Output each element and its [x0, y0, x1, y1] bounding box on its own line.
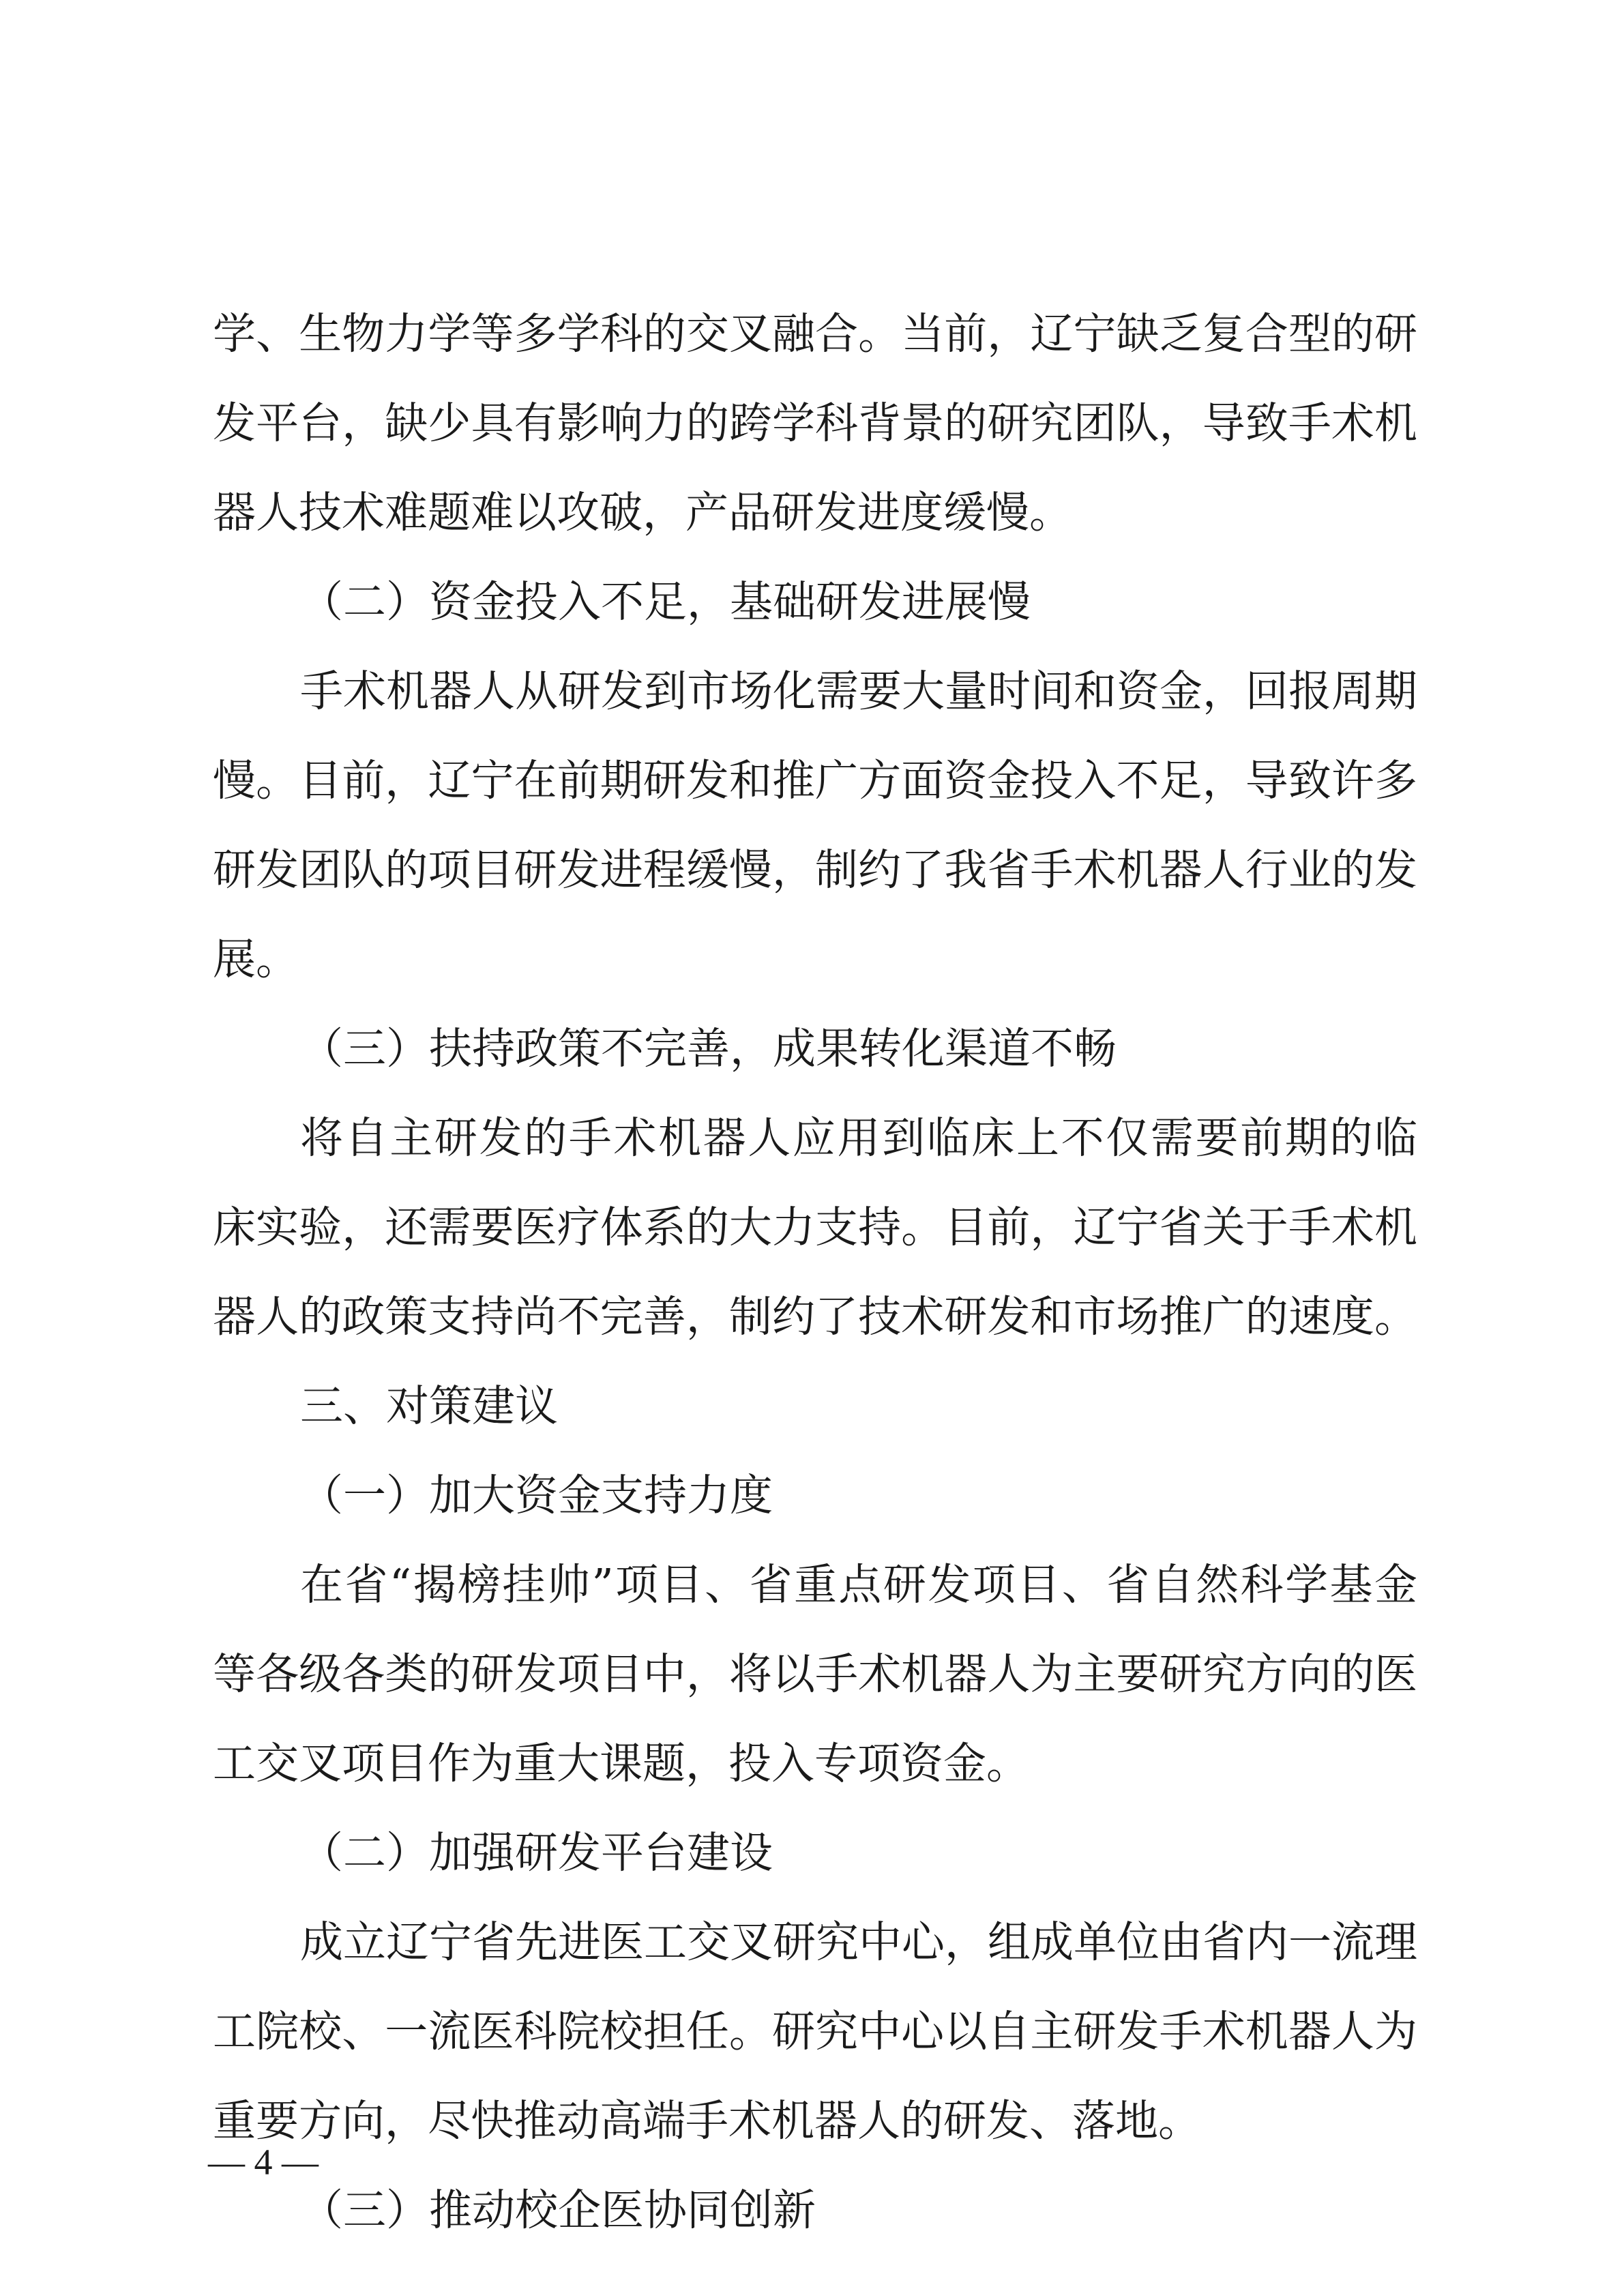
paragraph-line: 展。: [213, 934, 299, 984]
paragraph-line: 研发团队的项目研发进程缓慢，制约了我省手术机器人行业的发: [213, 845, 1417, 895]
paragraph-line: 在省“揭榜挂帅”项目、省重点研发项目、省自然科学基金: [300, 1560, 1417, 1610]
section-heading: 三、对策建议: [300, 1381, 558, 1431]
subheading: （二）加强研发平台建设: [300, 1828, 773, 1878]
paragraph-line: 等各级各类的研发项目中，将以手术机器人为主要研究方向的医: [213, 1649, 1417, 1699]
subheading: （二）资金投入不足，基础研发进展慢: [300, 577, 1031, 627]
paragraph-line: 工院校、一流医科院校担任。研究中心以自主研发手术机器人为: [213, 2007, 1417, 2056]
page-number: — 4 —: [208, 2142, 319, 2183]
paragraph-line: 重要方向，尽快推动高端手术机器人的研发、落地。: [213, 2096, 1201, 2146]
paragraph-line: 床实验，还需要医疗体系的大力支持。目前，辽宁省关于手术机: [213, 1202, 1417, 1252]
subheading: （三）扶持政策不完善，成果转化渠道不畅: [300, 1024, 1117, 1074]
paragraph-line: 器人的政策支持尚不完善，制约了技术研发和市场推广的速度。: [213, 1292, 1417, 1342]
paragraph-line: 慢。目前，辽宁在前期研发和推广方面资金投入不足，导致许多: [213, 756, 1417, 806]
paragraph-line: 手术机器人从研发到市场化需要大量时间和资金，回报周期: [300, 666, 1417, 716]
subheading: （三）推动校企医协同创新: [300, 2185, 816, 2235]
paragraph-line: 成立辽宁省先进医工交叉研究中心，组成单位由省内一流理: [300, 1917, 1417, 1967]
paragraph-line: 器人技术难题难以攻破，产品研发进度缓慢。: [213, 488, 1072, 537]
subheading: （一）加大资金支持力度: [300, 1471, 773, 1520]
paragraph-line: 发平台，缺少具有影响力的跨学科背景的研究团队，导致手术机: [213, 398, 1417, 448]
paragraph-line: 将自主研发的手术机器人应用到临床上不仅需要前期的临: [300, 1113, 1417, 1163]
paragraph-line: 学、生物力学等多学科的交叉融合。当前，辽宁缺乏复合型的研: [213, 309, 1417, 359]
paragraph-line: 工交叉项目作为重大课题，投入专项资金。: [213, 1739, 1029, 1788]
